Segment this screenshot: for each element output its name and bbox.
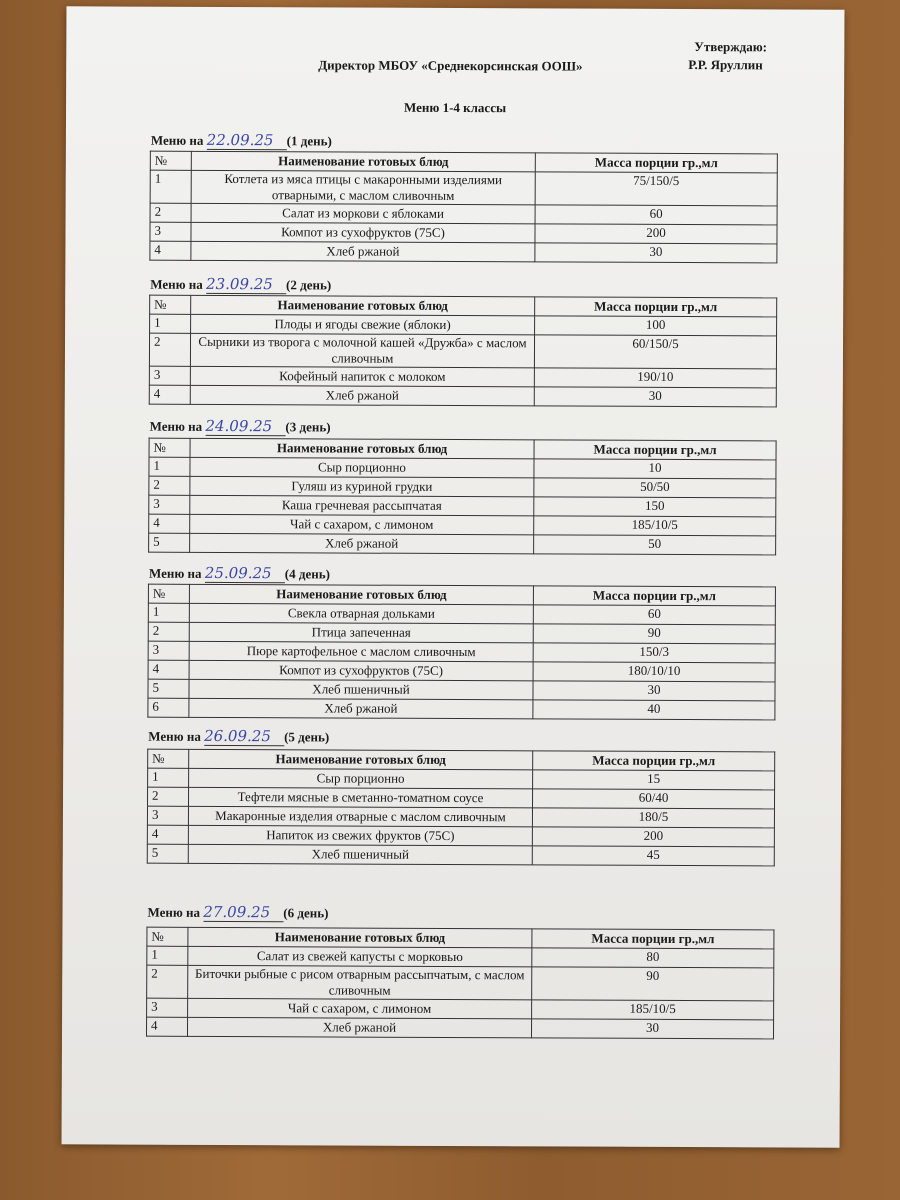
menu-day-heading — [147, 903, 328, 923]
portion-mass: 150 — [534, 497, 776, 517]
handwritten-date: 22.09.25 — [207, 131, 287, 150]
table-row — [149, 533, 776, 555]
day-label: (6 день) — [283, 905, 329, 921]
dish-name: Хлеб ржаной — [190, 385, 534, 406]
row-number: 3 — [149, 366, 190, 385]
row-number: 5 — [149, 533, 190, 552]
portion-mass: 90 — [533, 624, 775, 644]
dish-name: Хлеб пшеничный — [189, 679, 533, 700]
row-number: 1 — [148, 768, 189, 787]
col-num: № — [147, 927, 188, 946]
paper-document — [62, 6, 845, 1147]
menu-day-heading — [149, 564, 330, 584]
dish-name: Салат из моркови с яблоками — [191, 203, 535, 224]
portion-mass: 60/40 — [532, 789, 774, 809]
portion-mass: 60 — [535, 205, 777, 225]
row-number: 3 — [148, 641, 189, 660]
director-name: Р.Р. Яруллин — [688, 57, 763, 73]
portion-mass: 50 — [534, 535, 776, 555]
menu-prefix: Меню на — [147, 904, 201, 920]
row-number: 1 — [150, 170, 191, 203]
col-name: Наименование готовых блюд — [191, 295, 535, 316]
portion-mass: 100 — [535, 316, 777, 336]
portion-mass: 45 — [532, 846, 774, 866]
menu-day-heading — [150, 275, 331, 295]
menu-day-heading — [151, 131, 332, 151]
dish-name: Напиток из свежих фруктов (75С) — [188, 825, 532, 846]
handwritten-date: 25.09.25 — [205, 564, 285, 583]
row-number: 2 — [149, 333, 190, 366]
portion-mass: 15 — [533, 770, 775, 790]
row-number: 3 — [150, 222, 191, 241]
row-number: 1 — [150, 314, 191, 333]
menu-table — [149, 151, 777, 264]
dish-name: Компот из сухофруктов (75С) — [191, 222, 535, 243]
portion-mass: 190/10 — [534, 368, 776, 388]
approve-label: Утверждаю: — [694, 39, 768, 55]
dish-name: Хлеб ржаной — [190, 533, 534, 554]
portion-mass: 150/3 — [533, 643, 775, 663]
portion-mass: 185/10/5 — [534, 516, 776, 536]
dish-name: Свекла отварная дольками — [189, 603, 533, 624]
day-label: (2 день) — [286, 277, 332, 293]
row-number: 1 — [148, 603, 189, 622]
dish-name: Кофейный напиток с молоком — [190, 366, 534, 387]
portion-mass: 30 — [534, 387, 776, 407]
dish-name: Гуляш из куриной грудки — [190, 476, 534, 497]
menu-day-heading — [148, 727, 329, 747]
day-label: (1 день) — [286, 133, 332, 149]
table-row — [146, 1017, 773, 1039]
table-row — [147, 965, 774, 1001]
day-label: (4 день) — [284, 566, 330, 582]
dish-name: Плоды и ягоды свежие (яблоки) — [191, 314, 535, 335]
row-number: 4 — [146, 1017, 187, 1036]
dish-name: Биточки рыбные с рисом отварным рассыпчатым, с маслом сливочным — [188, 965, 532, 1000]
col-num: № — [148, 584, 189, 603]
portion-mass: 80 — [532, 948, 774, 968]
row-number: 4 — [149, 385, 190, 404]
dish-name: Сыр порционно — [189, 768, 533, 789]
menu-table — [148, 438, 776, 556]
row-number: 2 — [150, 203, 191, 222]
portion-mass: 185/10/5 — [532, 1000, 774, 1020]
director-label: Директор МБОУ «Среднекорсинская ООШ» — [318, 57, 583, 74]
col-num: № — [150, 151, 191, 170]
col-num: № — [150, 295, 191, 314]
document-title: Меню 1-4 классы — [404, 99, 507, 116]
day-label: (5 день) — [284, 729, 330, 745]
col-name: Наименование готовых блюд — [189, 584, 533, 605]
handwritten-date: 24.09.25 — [205, 417, 285, 436]
row-number: 4 — [148, 660, 189, 679]
col-name: Наименование готовых блюд — [189, 749, 533, 770]
portion-mass: 180/10/10 — [533, 662, 775, 682]
handwritten-date: 26.09.25 — [204, 727, 284, 746]
table-row — [150, 241, 777, 263]
dish-name: Котлета из мяса птицы с макаронными изделиями отварными, с маслом сливочным — [191, 170, 535, 205]
row-number: 4 — [149, 514, 190, 533]
row-number: 2 — [148, 622, 189, 641]
row-number: 1 — [149, 457, 190, 476]
col-mass: Масса порции гр.,мл — [535, 297, 777, 317]
dish-name: Хлеб пшеничный — [188, 844, 532, 865]
col-name: Наименование готовых блюд — [188, 927, 532, 948]
table-row — [150, 170, 777, 206]
dish-name: Чай с сахаром, с лимоном — [188, 998, 532, 1019]
row-number: 5 — [148, 679, 189, 698]
dish-name: Хлеб ржаной — [187, 1017, 531, 1038]
portion-mass: 60/150/5 — [534, 335, 776, 369]
dish-name: Сырники из творога с молочной кашей «Дружба» с маслом сливочным — [190, 333, 534, 368]
menu-table — [149, 295, 777, 408]
dish-name: Салат из свежей капусты с морковью — [188, 946, 532, 967]
dish-name: Хлеб ржаной — [191, 241, 535, 262]
row-number: 4 — [147, 825, 188, 844]
dish-name: Чай с сахаром, с лимоном — [190, 514, 534, 535]
portion-mass: 50/50 — [534, 478, 776, 498]
portion-mass: 90 — [532, 967, 774, 1001]
portion-mass: 10 — [534, 459, 776, 479]
menu-table — [146, 927, 774, 1040]
row-number: 5 — [147, 844, 188, 863]
menu-table — [147, 749, 775, 867]
row-number: 2 — [147, 965, 188, 998]
menu-day-heading — [150, 417, 331, 437]
col-mass: Масса порции гр.,мл — [535, 153, 777, 173]
portion-mass: 75/150/5 — [535, 172, 777, 206]
col-mass: Масса порции гр.,мл — [532, 929, 774, 949]
col-name: Наименование готовых блюд — [191, 151, 535, 172]
dish-name: Компот из сухофруктов (75С) — [189, 660, 533, 681]
portion-mass: 30 — [533, 681, 775, 701]
portion-mass: 30 — [531, 1019, 773, 1039]
col-num: № — [148, 749, 189, 768]
handwritten-date: 23.09.25 — [206, 275, 286, 294]
menu-prefix: Меню на — [150, 132, 204, 148]
col-mass: Масса порции гр.,мл — [533, 586, 775, 606]
dish-name: Тефтели мясные в сметанно-томатном соусе — [188, 787, 532, 808]
row-number: 3 — [147, 806, 188, 825]
portion-mass: 200 — [535, 224, 777, 244]
dish-name: Сыр порционно — [190, 457, 534, 478]
col-mass: Масса порции гр.,мл — [534, 440, 776, 460]
menu-prefix: Меню на — [149, 418, 203, 434]
dish-name: Птица запеченная — [189, 622, 533, 643]
col-num: № — [149, 438, 190, 457]
table-row — [149, 385, 776, 407]
menu-prefix: Меню на — [150, 276, 203, 292]
row-number: 2 — [147, 787, 188, 806]
col-mass: Масса порции гр.,мл — [533, 751, 775, 771]
handwritten-date: 27.09.25 — [203, 903, 283, 922]
table-row — [149, 333, 776, 369]
portion-mass: 40 — [533, 700, 775, 720]
row-number: 3 — [149, 495, 190, 514]
row-number: 3 — [147, 998, 188, 1017]
dish-name: Пюре картофельное с маслом сливочным — [189, 641, 533, 662]
table-row — [147, 844, 774, 866]
row-number: 2 — [149, 476, 190, 495]
menu-table — [147, 584, 776, 721]
table-row — [148, 698, 775, 720]
col-name: Наименование готовых блюд — [190, 438, 534, 459]
row-number: 6 — [148, 698, 189, 717]
menu-prefix: Меню на — [148, 728, 201, 744]
portion-mass: 30 — [535, 243, 777, 263]
portion-mass: 200 — [532, 827, 774, 847]
portion-mass: 60 — [533, 605, 775, 625]
dish-name: Хлеб ржаной — [189, 698, 533, 719]
row-number: 4 — [150, 241, 191, 260]
day-label: (3 день) — [285, 419, 331, 435]
menu-prefix: Меню на — [148, 565, 202, 581]
row-number: 1 — [147, 946, 188, 965]
dish-name: Каша гречневая рассыпчатая — [190, 495, 534, 516]
dish-name: Макаронные изделия отварные с маслом сливочным — [188, 806, 532, 827]
portion-mass: 180/5 — [532, 808, 774, 828]
